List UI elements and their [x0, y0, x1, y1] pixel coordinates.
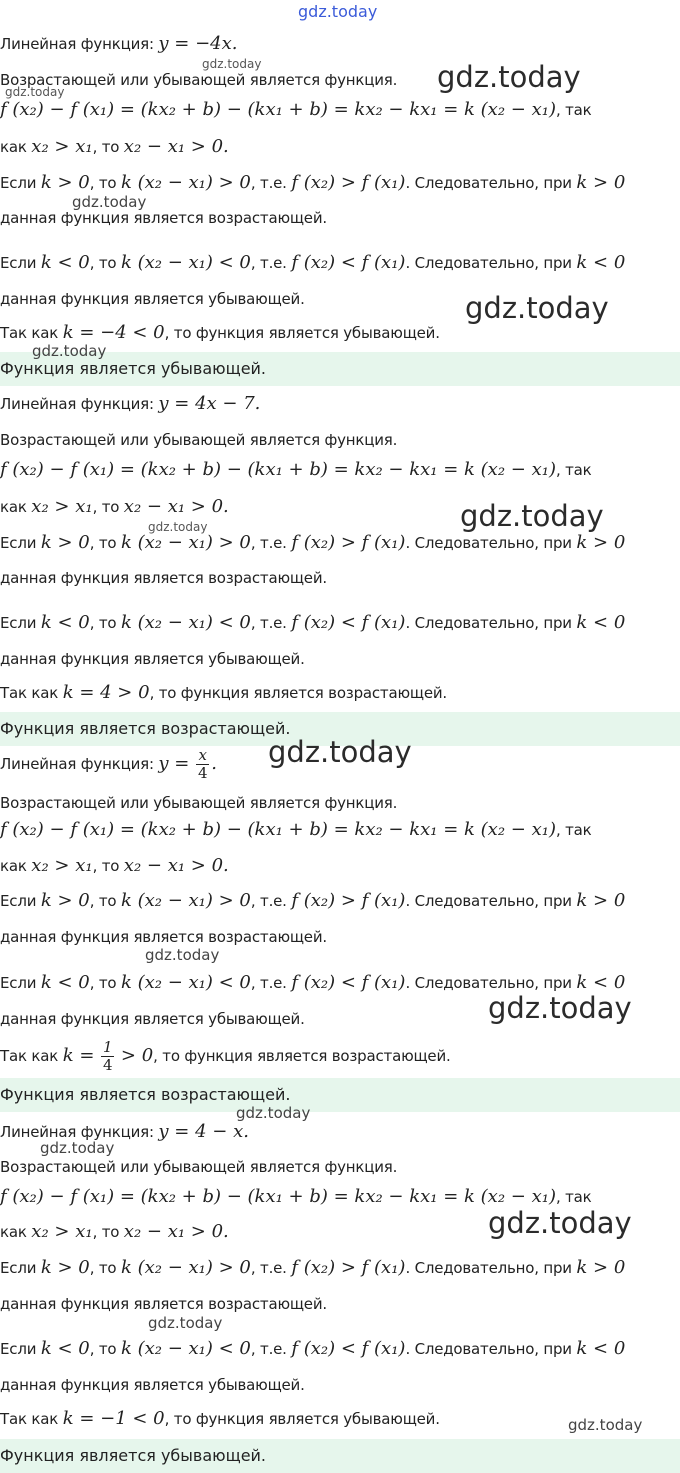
section-3-question: Возрастающей или убывающей является функция. — [0, 794, 398, 812]
section-2-conclusion: Так как k = 4 > 0, то функция является возрастающей. — [0, 682, 447, 703]
section-2-difference-line: f (x₂) − f (x₁) = (kx₂ + b) − (kx₁ + b) = kx₂ − kx₁ = k (x₂ − x₁), так — [0, 459, 592, 480]
section-1-case-negative: Если k < 0, то k (x₂ − x₁) < 0, т.е. f (x₂) < f (x₁). Следовательно, при k < 0 — [0, 252, 626, 273]
watermark: gdz.today — [465, 291, 609, 325]
section-1-conclusion: Так как k = −4 < 0, то функция является убывающей. — [0, 322, 440, 343]
section-1-case-positive: Если k > 0, то k (x₂ − x₁) > 0, т.е. f (x₂) > f (x₁). Следовательно, при k > 0 — [0, 172, 626, 193]
section-2-answer: Функция является возрастающей. — [0, 712, 680, 746]
function-formula: y = −4x. — [158, 33, 238, 54]
k-fraction: $\frac{1}{4}$ — [102, 1038, 113, 1074]
section-4-case-positive: Если k > 0, то k (x₂ − x₁) > 0, т.е. f (x₂) > f (x₁). Следовательно, при k > 0 — [0, 1257, 626, 1278]
section-1-increasing-desc: данная функция является возрастающей. — [0, 209, 327, 227]
section-2-since-line: как x₂ > x₁, то x₂ − x₁ > 0. — [0, 496, 229, 517]
watermark: gdz.today — [437, 60, 581, 94]
section-3-since-line: как x₂ > x₁, то x₂ − x₁ > 0. — [0, 855, 229, 876]
section-3-decreasing-desc: данная функция является убывающей. — [0, 1010, 305, 1028]
section-4-increasing-desc: данная функция является возрастающей. — [0, 1295, 327, 1313]
section-3-increasing-desc: данная функция является возрастающей. — [0, 928, 327, 946]
watermark: gdz.today — [568, 1416, 643, 1434]
watermark: gdz.today — [148, 520, 208, 534]
section-4-case-negative: Если k < 0, то k (x₂ − x₁) < 0, т.е. f (x₂) < f (x₁). Следовательно, при k < 0 — [0, 1338, 626, 1359]
watermark: gdz.today — [5, 85, 65, 99]
linear-label: Линейная функция: — [0, 1123, 154, 1141]
watermark-top: gdz.today — [298, 2, 378, 21]
section-4-answer: Функция является убывающей. — [0, 1439, 680, 1473]
difference-formula: f (x₂) − f (x₁) = (kx₂ + b) − (kx₁ + b) = kx₂ − kx₁ = k (x₂ − x₁) — [0, 819, 556, 840]
watermark: gdz.today — [32, 342, 107, 360]
difference-formula: f (x₂) − f (x₁) = (kx₂ + b) − (kx₁ + b) = kx₂ − kx₁ = k (x₂ − x₁) — [0, 1186, 556, 1207]
section-4-conclusion: Так как k = −1 < 0, то функция является убывающей. — [0, 1408, 440, 1429]
section-1-question: Возрастающей или убывающей является функция. — [0, 71, 398, 89]
section-1-answer: Функция является убывающей. — [0, 352, 680, 386]
watermark: gdz.today — [236, 1104, 311, 1122]
watermark: gdz.today — [268, 735, 412, 769]
section-2-question: Возрастающей или убывающей является функция. — [0, 431, 398, 449]
section-3-difference-line: f (x₂) − f (x₁) = (kx₂ + b) − (kx₁ + b) = kx₂ − kx₁ = k (x₂ − x₁), так — [0, 819, 592, 840]
function-fraction: $\frac{x}{4}$ — [197, 746, 208, 782]
section-3-case-positive: Если k > 0, то k (x₂ − x₁) > 0, т.е. f (x₂) > f (x₁). Следовательно, при k > 0 — [0, 890, 626, 911]
function-formula: y = 4 − x. — [158, 1121, 249, 1142]
watermark: gdz.today — [40, 1139, 115, 1157]
section-1-function-line — [0, 31, 680, 57]
section-2-increasing-desc: данная функция является возрастающей. — [0, 569, 327, 587]
section-2-case-positive: Если k > 0, то k (x₂ − x₁) > 0, т.е. f (x₂) > f (x₁). Следовательно, при k > 0 — [0, 532, 626, 553]
section-1-since-line: как x₂ > x₁, то x₂ − x₁ > 0. — [0, 136, 229, 157]
section-3-function-line: Линейная функция: y = $\frac{x}{4}$ . — [0, 746, 218, 782]
section-4-decreasing-desc: данная функция является убывающей. — [0, 1376, 305, 1394]
watermark: gdz.today — [488, 1206, 632, 1240]
difference-formula: f (x₂) − f (x₁) = (kx₂ + b) − (kx₁ + b) = kx₂ − kx₁ = k (x₂ − x₁) — [0, 459, 556, 480]
section-1-difference-line: f (x₂) − f (x₁) = (kx₂ + b) − (kx₁ + b) = kx₂ − kx₁ = k (x₂ − x₁), так — [0, 99, 592, 120]
linear-label: Линейная функция: — [0, 395, 154, 413]
section-1-decreasing-desc: данная функция является убывающей. — [0, 290, 305, 308]
linear-label: Линейная функция: — [0, 755, 154, 773]
section-2-case-negative: Если k < 0, то k (x₂ − x₁) < 0, т.е. f (x₂) < f (x₁). Следовательно, при k < 0 — [0, 612, 626, 633]
section-3-case-negative: Если k < 0, то k (x₂ − x₁) < 0, т.е. f (x₂) < f (x₁). Следовательно, при k < 0 — [0, 972, 626, 993]
watermark: gdz.today — [488, 991, 632, 1025]
section-3-conclusion: Так как k = $\frac{1}{4}$ > 0, то функция является возрастающей. — [0, 1038, 451, 1074]
section-4-difference-line: f (x₂) − f (x₁) = (kx₂ + b) − (kx₁ + b) = kx₂ − kx₁ = k (x₂ − x₁), так — [0, 1186, 592, 1207]
section-2-function-line — [0, 391, 680, 417]
linear-label: Линейная функция: — [0, 35, 154, 53]
function-formula: y = 4x − 7. — [158, 393, 261, 414]
watermark: gdz.today — [148, 1314, 223, 1332]
section-2-decreasing-desc: данная функция является убывающей. — [0, 650, 305, 668]
watermark: gdz.today — [202, 57, 262, 71]
watermark: gdz.today — [72, 193, 147, 211]
watermark: gdz.today — [145, 946, 220, 964]
difference-formula: f (x₂) − f (x₁) = (kx₂ + b) − (kx₁ + b) = kx₂ − kx₁ = k (x₂ − x₁) — [0, 99, 556, 120]
watermark: gdz.today — [460, 499, 604, 533]
section-4-since-line: как x₂ > x₁, то x₂ − x₁ > 0. — [0, 1221, 229, 1242]
section-3-answer: Функция является возрастающей. — [0, 1078, 680, 1112]
section-4-question: Возрастающей или убывающей является функция. — [0, 1158, 398, 1176]
